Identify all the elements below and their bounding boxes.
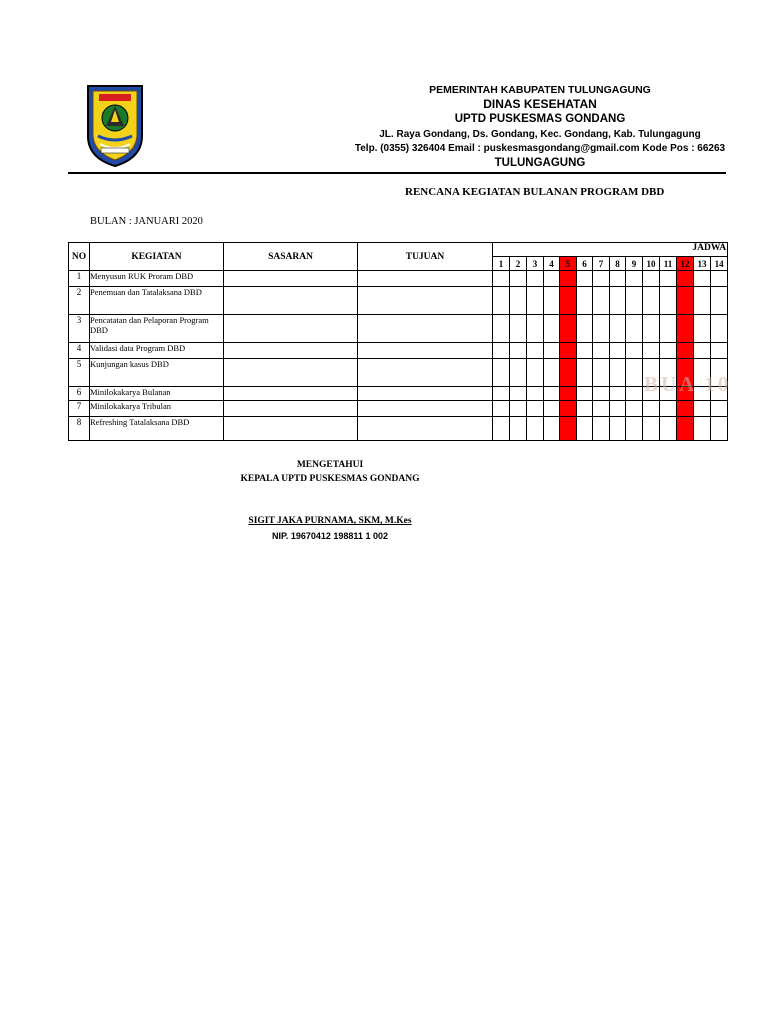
schedule-day-cell [677, 343, 694, 359]
schedule-day-cell [510, 359, 527, 387]
day-header-cell: 1 [493, 257, 510, 271]
row-number: 7 [69, 401, 90, 417]
target-cell [224, 401, 358, 417]
table-row [69, 271, 728, 287]
activity-cell: Refreshing Tatalaksana DBD [90, 417, 224, 441]
schedule-day-cell [510, 417, 527, 441]
table-row [69, 359, 728, 387]
day-header-cell: 13 [694, 257, 711, 271]
target-cell [224, 271, 358, 287]
schedule-day-cell [626, 359, 643, 387]
schedule-day-cell [626, 387, 643, 401]
schedule-day-cell [694, 401, 711, 417]
schedule-day-cell [643, 401, 660, 417]
schedule-day-cell [677, 271, 694, 287]
row-number: 1 [69, 271, 90, 287]
schedule-day-cell [626, 315, 643, 343]
schedule-day-cell [711, 271, 728, 287]
schedule-day-cell [493, 271, 510, 287]
schedule-day-cell [510, 315, 527, 343]
schedule-day-cell [626, 271, 643, 287]
activity-cell: Menyusun RUK Proram DBD [90, 271, 224, 287]
schedule-day-cell [527, 315, 544, 343]
schedule-day-cell [510, 343, 527, 359]
schedule-day-cell [694, 271, 711, 287]
schedule-day-cell [493, 387, 510, 401]
schedule-day-cell [577, 401, 593, 417]
signer-position: KEPALA UPTD PUSKESMAS GONDANG [240, 474, 420, 484]
table-row [69, 417, 728, 441]
schedule-day-cell [694, 315, 711, 343]
schedule-day-cell [711, 401, 728, 417]
day-header-cell: 10 [643, 257, 660, 271]
schedule-day-cell [593, 401, 610, 417]
schedule-day-cell [510, 387, 527, 401]
table-row [69, 343, 728, 359]
day-header-cell: 11 [660, 257, 677, 271]
row-number: 6 [69, 387, 90, 401]
schedule-day-cell [527, 287, 544, 315]
objective-cell [358, 359, 493, 387]
schedule-day-cell [560, 417, 577, 441]
schedule-day-cell [527, 271, 544, 287]
schedule-day-cell [643, 343, 660, 359]
schedule-day-cell [493, 401, 510, 417]
schedule-day-cell [660, 417, 677, 441]
schedule-day-cell [577, 315, 593, 343]
schedule-body [69, 271, 728, 441]
schedule-day-cell [510, 287, 527, 315]
schedule-day-cell [711, 287, 728, 315]
schedule-day-cell [544, 401, 560, 417]
target-cell [224, 387, 358, 401]
schedule-day-cell [626, 401, 643, 417]
schedule-day-cell [577, 387, 593, 401]
schedule-day-cell [493, 343, 510, 359]
department-header-line: DINAS KESEHATAN [483, 97, 597, 111]
schedule-day-cell [593, 315, 610, 343]
row-number: 4 [69, 343, 90, 359]
col-header-kegiatan: KEGIATAN [90, 243, 224, 271]
day-header-cell: 3 [527, 257, 544, 271]
schedule-day-cell [626, 287, 643, 315]
col-header-no: NO [69, 243, 90, 271]
row-number: 3 [69, 315, 90, 343]
schedule-day-cell [560, 315, 577, 343]
activity-cell: Kunjungan kasus DBD [90, 359, 224, 387]
schedule-day-cell [510, 271, 527, 287]
schedule-day-cell [660, 401, 677, 417]
table-row [69, 401, 728, 417]
schedule-day-cell [544, 287, 560, 315]
schedule-day-cell [694, 343, 711, 359]
schedule-day-cell [560, 387, 577, 401]
schedule-day-cell [544, 417, 560, 441]
schedule-day-cell [577, 343, 593, 359]
day-header-cell: 2 [510, 257, 527, 271]
schedule-day-cell [643, 417, 660, 441]
objective-cell [358, 417, 493, 441]
activity-cell: Validasi data Program DBD [90, 343, 224, 359]
schedule-day-cell [610, 315, 626, 343]
schedule-day-cell [544, 315, 560, 343]
signer-nip: NIP. 19670412 198811 1 002 [272, 531, 388, 541]
col-header-sasaran: SASARAN [224, 243, 358, 271]
schedule-day-cell [560, 359, 577, 387]
objective-cell [358, 343, 493, 359]
schedule-day-cell [527, 401, 544, 417]
schedule-day-cell [610, 359, 626, 387]
schedule-day-cell [544, 343, 560, 359]
schedule-day-cell [711, 315, 728, 343]
contact-line: Telp. (0355) 326404 Email : puskesmasgondang@gmail.com Kode Pos : 66263 [354, 143, 726, 154]
schedule-day-cell [593, 287, 610, 315]
schedule-day-cell [527, 417, 544, 441]
activity-cell: Penemuan dan Tatalaksana DBD [90, 287, 224, 315]
day-header-cell: 9 [626, 257, 643, 271]
schedule-day-cell [510, 401, 527, 417]
schedule-day-cell [593, 387, 610, 401]
objective-cell [358, 387, 493, 401]
schedule-day-cell [527, 359, 544, 387]
gov-header-line: PEMERINTAH KABUPATEN TULUNGAGUNG [429, 84, 651, 96]
day-header-cell: 7 [593, 257, 610, 271]
schedule-day-cell [544, 271, 560, 287]
table-row [69, 387, 728, 401]
schedule-day-cell [610, 417, 626, 441]
schedule-day-cell [610, 287, 626, 315]
schedule-day-cell [560, 287, 577, 315]
table-row [69, 287, 728, 315]
schedule-day-cell [593, 417, 610, 441]
schedule-day-cell [643, 271, 660, 287]
schedule-day-cell [694, 417, 711, 441]
objective-cell [358, 401, 493, 417]
day-header-cell: 8 [610, 257, 626, 271]
schedule-day-cell [593, 359, 610, 387]
schedule-day-cell [527, 387, 544, 401]
schedule-day-cell [577, 287, 593, 315]
activity-cell: Minilokakarya Bulanan [90, 387, 224, 401]
objective-cell [358, 315, 493, 343]
day-header-cell: 14 [711, 257, 728, 271]
schedule-day-cell [711, 417, 728, 441]
table-row [69, 315, 728, 343]
schedule-day-cell [660, 343, 677, 359]
schedule-day-cell [527, 343, 544, 359]
objective-cell [358, 271, 493, 287]
schedule-day-cell [593, 343, 610, 359]
acknowledged-label: MENGETAHUI [296, 460, 364, 470]
address-line: JL. Raya Gondang, Ds. Gondang, Kec. Gondang, Kab. Tulungagung [379, 129, 701, 140]
schedule-day-cell [544, 387, 560, 401]
schedule-day-cell [626, 343, 643, 359]
activity-cell: Pencatatan dan Pelaporan Program DBD [90, 315, 224, 343]
day-header-cell: 12 [677, 257, 694, 271]
schedule-day-cell [626, 417, 643, 441]
schedule-day-cell [694, 287, 711, 315]
activity-cell: Minilokakarya Tribulan [90, 401, 224, 417]
schedule-day-cell [610, 401, 626, 417]
col-header-jadwal: JADWA [493, 243, 728, 257]
target-cell [224, 287, 358, 315]
target-cell [224, 359, 358, 387]
day-header-cell: 5 [560, 257, 577, 271]
objective-cell [358, 287, 493, 315]
schedule-day-cell [677, 315, 694, 343]
schedule-day-cell [610, 343, 626, 359]
schedule-day-cell [610, 271, 626, 287]
schedule-day-cell [560, 271, 577, 287]
schedule-day-cell [660, 315, 677, 343]
schedule-day-cell [610, 387, 626, 401]
schedule-day-cell [660, 287, 677, 315]
schedule-table [68, 242, 728, 441]
schedule-day-cell [593, 271, 610, 287]
day-header-cell: 6 [577, 257, 593, 271]
schedule-day-cell [493, 287, 510, 315]
month-label: BULAN : JANUARI 2020 [90, 216, 203, 227]
signer-name: SIGIT JAKA PURNAMA, SKM, M.Kes [248, 516, 412, 526]
institution-header-line: UPTD PUSKESMAS GONDANG [454, 113, 626, 125]
schedule-day-cell [493, 417, 510, 441]
watermark: BUA 10 [644, 372, 732, 396]
target-cell [224, 343, 358, 359]
city-line: TULUNGAGUNG [494, 157, 586, 169]
row-number: 8 [69, 417, 90, 441]
schedule-day-cell [677, 417, 694, 441]
col-header-tujuan: TUJUAN [358, 243, 493, 271]
schedule-day-cell [711, 343, 728, 359]
schedule-day-cell [677, 287, 694, 315]
header-divider [68, 172, 726, 174]
row-number: 2 [69, 287, 90, 315]
schedule-day-cell [660, 271, 677, 287]
schedule-day-cell [677, 401, 694, 417]
schedule-day-cell [643, 287, 660, 315]
schedule-day-cell [493, 359, 510, 387]
day-header-cell: 4 [544, 257, 560, 271]
document-title: RENCANA KEGIATAN BULANAN PROGRAM DBD [405, 186, 665, 198]
target-cell [224, 315, 358, 343]
schedule-day-cell [577, 271, 593, 287]
schedule-day-cell [560, 343, 577, 359]
regency-coat-of-arms-icon [84, 82, 146, 168]
schedule-day-cell [560, 401, 577, 417]
schedule-day-cell [577, 359, 593, 387]
row-number: 5 [69, 359, 90, 387]
schedule-day-cell [544, 359, 560, 387]
schedule-day-cell [493, 315, 510, 343]
schedule-day-cell [577, 417, 593, 441]
target-cell [224, 417, 358, 441]
schedule-day-cell [643, 315, 660, 343]
